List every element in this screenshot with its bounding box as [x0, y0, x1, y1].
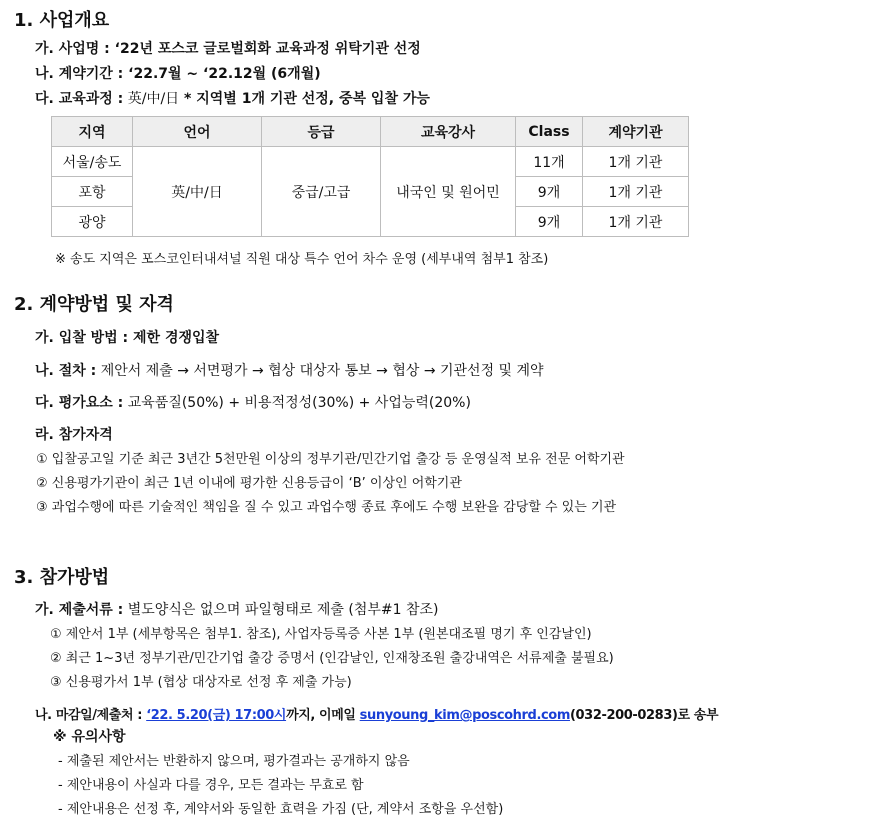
project-name-value: ‘22년 포스코 글로벌회화 교육과정 위탁기관 선정 [114, 41, 421, 57]
table-header-row [52, 117, 689, 147]
deadline-line [35, 704, 718, 723]
procedure-line [35, 360, 544, 380]
bid-method-line: 가. 입찰 방법 : 제한 경쟁입찰 [35, 330, 220, 346]
section-3-heading: 3. 참가방법 [14, 567, 110, 588]
course-note: * 지역별 1개 기관 선정, 중복 입찰 가능 [179, 91, 430, 107]
caution-item: - 제안내용은 선정 후, 계약서와 동일한 효력을 가짐 (단, 계약서 조항을 우선함) [58, 802, 504, 817]
project-name-line [35, 38, 421, 58]
section-1-heading: 1. 사업개요 [14, 10, 110, 31]
table-header: 지역 [52, 117, 133, 147]
region-cell: 서울/송도 [52, 147, 133, 177]
agency-cell: 1개 기관 [583, 177, 689, 207]
caution-title: ※ 유의사항 [53, 729, 126, 745]
deadline-date: ‘22. 5.20(금) 17:00시 [146, 708, 287, 723]
table-header: Class [516, 117, 583, 147]
qualification-title: 라. 참가자격 [35, 427, 113, 443]
agency-cell: 1개 기관 [583, 147, 689, 177]
contract-period-line [35, 63, 321, 83]
document-item: ② 최근 1~3년 정부기관/민간기업 출강 증명서 (인감날인, 인재창조원 출강내역은 서류제출 불필요) [50, 651, 614, 666]
deadline-label: 나. 마감일/제출처 : [35, 708, 143, 723]
table-header: 계약기관 [583, 117, 689, 147]
class-cell: 9개 [516, 207, 583, 237]
course-label: 다. 교육과정 : [35, 91, 124, 107]
section-2-heading: 2. 계약방법 및 자격 [14, 294, 174, 315]
table-row [52, 147, 689, 177]
documents-value: 별도양식은 없으며 파일형태로 제출 (첨부#1 참조) [127, 602, 439, 618]
procedure-label: 나. 절차 : [35, 363, 97, 379]
deadline-tail: (032-200-0283)로 송부 [569, 708, 719, 723]
class-cell: 9개 [516, 177, 583, 207]
caution-item: - 제출된 제안서는 반환하지 않으며, 평가결과는 공개하지 않음 [58, 754, 410, 769]
agency-cell: 1개 기관 [583, 207, 689, 237]
contract-period-label: 나. 계약기간 : [35, 66, 124, 82]
documents-label: 가. 제출서류 : [35, 602, 124, 618]
caution-item: - 제안내용이 사실과 다를 경우, 모든 결과는 무효로 함 [58, 778, 364, 793]
class-cell: 11개 [516, 147, 583, 177]
deadline-mid: 까지, 이메일 [286, 708, 360, 723]
contract-period-value: ‘22.7월 ~ ‘22.12월 (6개월) [128, 66, 321, 82]
language-cell: 英/中/日 [133, 147, 262, 237]
region-cell: 광양 [52, 207, 133, 237]
table-header: 등급 [262, 117, 381, 147]
procedure-value: 제안서 제출 → 서면평가 → 협상 대상자 통보 → 협상 → 기관선정 및 계약 [100, 363, 544, 379]
email-link[interactable]: sunyoung_kim@poscohrd.com [359, 708, 570, 723]
document-item: ③ 신용평가서 1부 (협상 대상자로 선정 후 제출 가능) [50, 675, 352, 690]
table-header: 교육강사 [381, 117, 516, 147]
document-item: ① 제안서 1부 (세부항목은 첨부1. 참조), 사업자등록증 사본 1부 (원본대조필 명기 후 인감날인) [50, 627, 592, 642]
project-name-label: 가. 사업명 : [35, 41, 110, 57]
course-languages: 英/中/日 [127, 91, 180, 107]
course-line [35, 88, 430, 108]
instructor-cell: 내국인 및 원어민 [381, 147, 516, 237]
qualification-item: ② 신용평가기관이 최근 1년 이내에 평가한 신용등급이 ‘B’ 이상인 어학기관 [36, 476, 462, 491]
evaluation-line [35, 392, 471, 412]
course-table [51, 116, 689, 237]
documents-line [35, 599, 439, 619]
grade-cell: 중급/고급 [262, 147, 381, 237]
table-header: 언어 [133, 117, 262, 147]
qualification-item: ③ 과업수행에 따른 기술적인 책임을 질 수 있고 과업수행 종료 후에도 수행 보완을 감당할 수 있는 기관 [36, 500, 617, 515]
qualification-item: ① 입찰공고일 기준 최근 3년간 5천만원 이상의 정부기관/민간기업 출강 등 운영실적 보유 전문 어학기관 [36, 452, 625, 467]
songdo-note: ※ 송도 지역은 포스코인터내셔널 직원 대상 특수 언어 차수 운영 (세부내역 첨부1 참조) [55, 252, 549, 267]
region-cell: 포항 [52, 177, 133, 207]
evaluation-label: 다. 평가요소 : [35, 395, 124, 411]
evaluation-value: 교육품질(50%) + 비용적정성(30%) + 사업능력(20%) [127, 395, 471, 411]
